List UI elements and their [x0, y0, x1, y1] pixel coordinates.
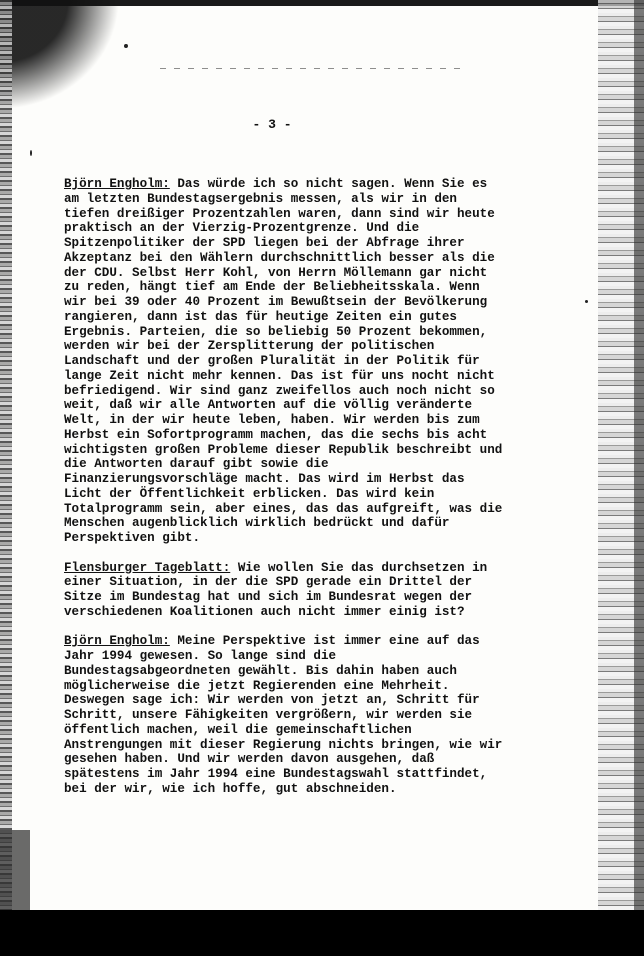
text-line: Perspektiven gibt. [64, 531, 201, 545]
text-line: Menschen augenblicklich wirklich bedrückt und dafür [64, 516, 450, 531]
text-line: Schritt, unsere Fähigkeiten vergrößern, wir werden sie [64, 708, 473, 722]
text-line: rangieren, dann ist das für heutige Zeiten ein gutes [64, 309, 457, 324]
paragraph-answer-1 [64, 177, 503, 546]
text-line: bei der wir, wie ich hoffe, gut abschneiden. [64, 781, 397, 796]
text-line: Landschaft und der großen Pluralität in der Politik für [64, 354, 480, 368]
text-line: Anstrengungen mit dieser Regierung nichts bringen, wie wir [64, 737, 503, 752]
text-line: Akzeptanz bei den Wählern durchschnittlich besser als die [64, 250, 495, 265]
text-line: Welt, in der wir heute leben, haben. Wir werden bis zum [64, 413, 480, 427]
text-line: befriedigend. Wir sind ganz zweifellos auch noch nicht so [64, 383, 495, 398]
text-line: spätestens im Jahr 1994 eine Bundestagswahl stattfindet, [64, 767, 488, 781]
text-line: der CDU. Selbst Herr Kohl, von Herrn Möllemann gar nicht [64, 265, 488, 280]
page-number: - 3 - [252, 117, 292, 132]
speaker-label: Björn Engholm: [64, 634, 170, 649]
scan-speck [585, 300, 588, 303]
text-line: Licht der Öffentlichkeit erblicken. Das wird kein [64, 486, 435, 501]
text-line: Das würde ich so nicht sagen. Wenn Sie es [169, 177, 488, 191]
text-line: Deswegen sage ich: Wir werden von jetzt an, Schritt für [64, 693, 480, 708]
text-line: wir bei 39 oder 40 Prozent im Bewußtsein der Bevölkerung [64, 295, 488, 309]
text-line: weit, daß wir alle Antworten auf die völlig veränderte [64, 398, 473, 413]
text-line: Spitzenpolitiker der SPD liegen bei der Abfrage ihrer [64, 236, 465, 250]
text-line: Wie wollen Sie das durchsetzen in [230, 560, 488, 575]
text-line: am letzten Bundestagsergebnis messen, als wir in den [64, 191, 457, 206]
text-line: verschiedenen Koalitionen auch nicht immer einig ist? [64, 604, 465, 619]
text-line: möglicherweise die jetzt Regierenden eine Mehrheit. [64, 678, 450, 693]
text-line: werden wir bei der Zersplitterung der politischen [64, 339, 435, 354]
text-line: gesehen haben. Und wir werden davon ausgehen, daß [64, 752, 435, 767]
paragraph-question-1 [64, 560, 488, 620]
text-line: praktisch an der Vierzig-Prozentgrenze. Und die [64, 221, 420, 236]
speaker-label: Flensburger Tageblatt: [64, 560, 231, 575]
text-line: einer Situation, in der die SPD gerade ein Drittel der [64, 575, 473, 590]
scan-corner-shadow [0, 0, 120, 110]
scan-speck [124, 44, 128, 48]
text-line: Sitze im Bundestag hat und sich im Bundesrat wegen der [64, 590, 473, 604]
text-line: lange Zeit nicht mehr kennen. Das ist für uns nocht nicht [64, 368, 495, 383]
text-line: wichtigsten großen Probleme dieser Republik beschreibt und [64, 442, 503, 457]
scan-artifact-line [160, 68, 460, 69]
scan-right-border [634, 0, 644, 910]
text-line: tiefen dreißiger Prozentzahlen waren, dann sind wir heute [64, 206, 495, 221]
scan-left-edge [0, 0, 12, 910]
speaker-label: Björn Engholm: [64, 177, 170, 191]
text-line: Jahr 1994 gewesen. So lange sind die [64, 649, 337, 663]
text-line: Totalprogramm sein, aber eines, das das aufgreift, was die [64, 501, 503, 516]
scan-bottom-border [0, 910, 644, 956]
text-line: Finanzierungsvorschläge macht. Das wird im Herbst das [64, 472, 465, 486]
scan-bottom-left-shadow [0, 830, 30, 910]
interview-text [64, 177, 503, 811]
text-line: die Antworten darauf gibt sowie die [64, 457, 329, 472]
text-line: Herbst ein Sofortprogramm machen, das die sechs bis acht [64, 427, 488, 442]
text-line: Ergebnis. Parteien, die so beliebig 50 Prozent bekommen, [64, 324, 488, 339]
text-line: Meine Perspektive ist immer eine auf das [169, 634, 480, 649]
text-line: öffentlich machen, weil die gemeinschaftlichen [64, 722, 412, 737]
scan-speck [30, 150, 32, 156]
text-line: Bundestagsabgeordneten gewählt. Bis dahin haben auch [64, 663, 457, 678]
text-line: zu reden, hängt tief am Ende der Beliebheitsskala. Wenn [64, 280, 480, 295]
paragraph-answer-2 [64, 634, 503, 796]
